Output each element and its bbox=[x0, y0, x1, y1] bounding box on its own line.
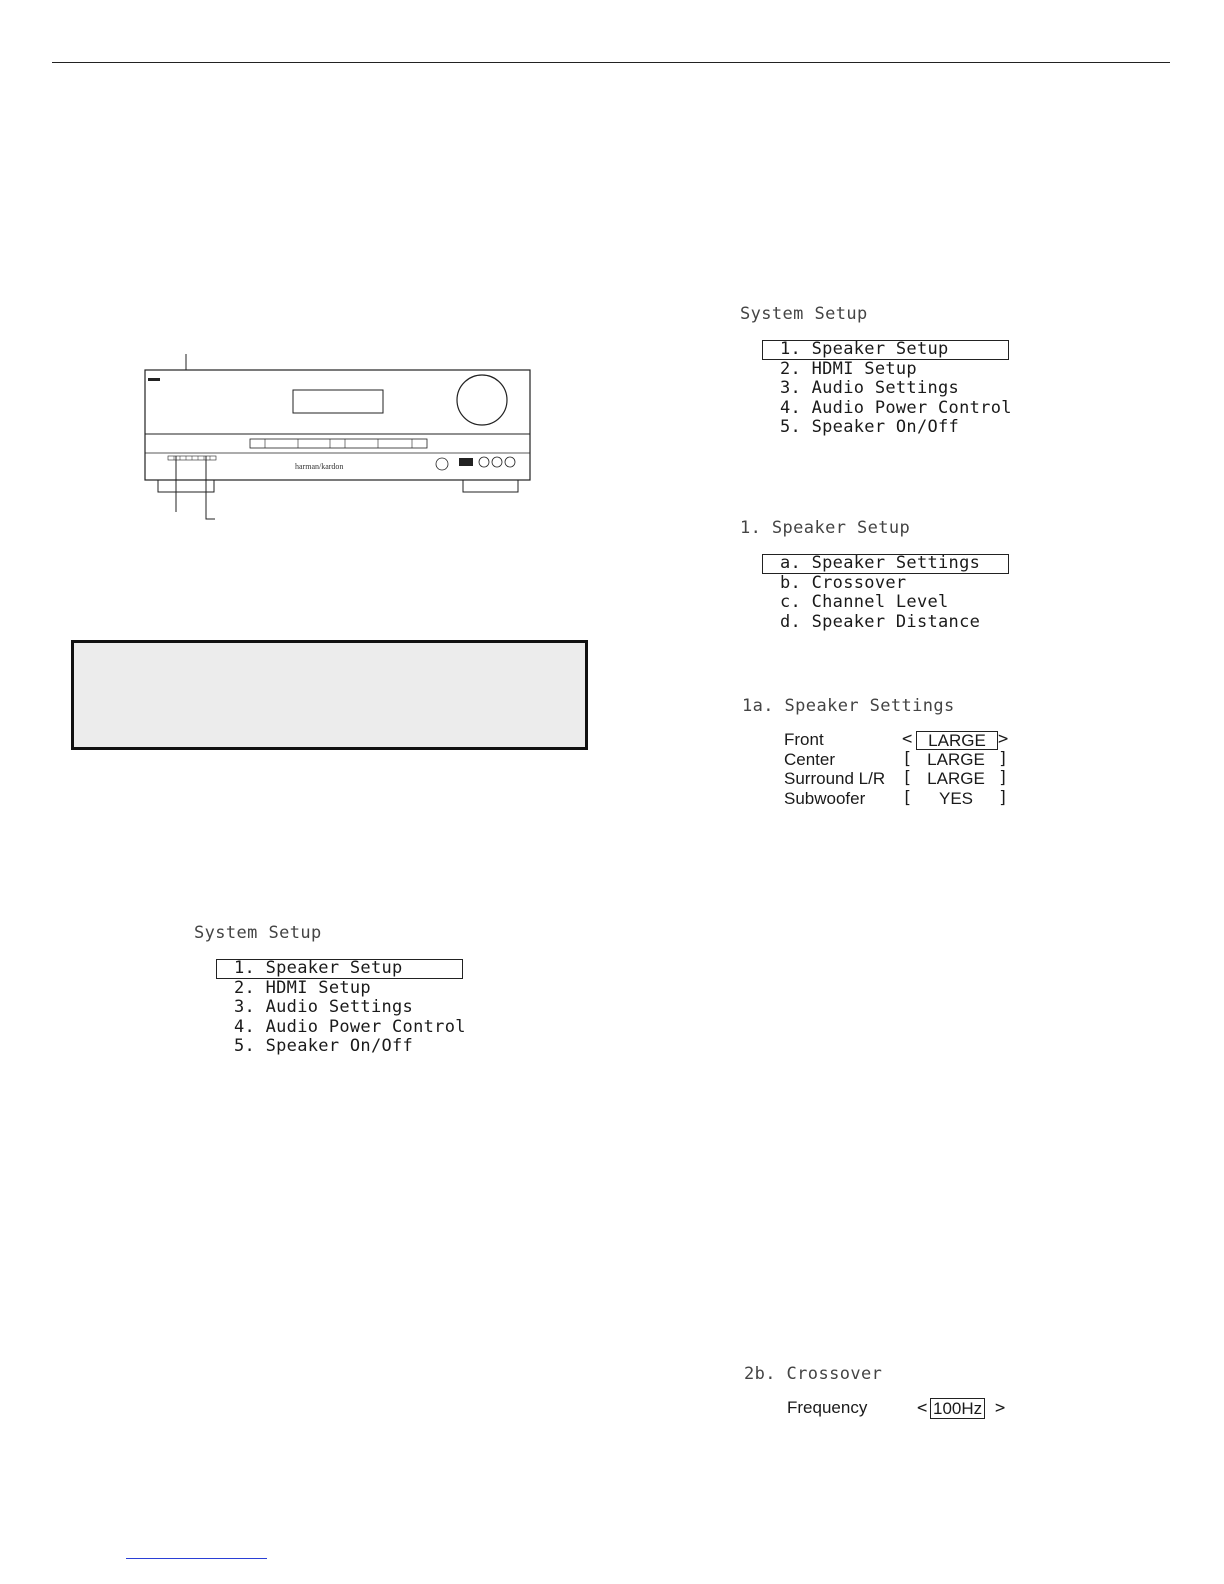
usb-port bbox=[459, 458, 473, 466]
brand-logo: harman/kardon bbox=[295, 462, 344, 471]
note-box bbox=[71, 640, 588, 750]
setting-row-center bbox=[784, 750, 1024, 770]
frequency-label: Frequency bbox=[787, 1398, 868, 1417]
menu-title: 1. Speaker Setup bbox=[740, 518, 911, 538]
setting-value: LARGE bbox=[927, 749, 985, 769]
menu-item-audio-power-control: 4. Audio Power Control bbox=[234, 1016, 466, 1037]
setting-value: LARGE bbox=[916, 731, 998, 750]
bracket-close: ] bbox=[998, 787, 1009, 808]
setting-row-front bbox=[784, 730, 1024, 750]
bracket-open: [ bbox=[902, 768, 913, 788]
speaker-settings-screen bbox=[742, 696, 1024, 808]
front-panel-buttons bbox=[168, 456, 216, 460]
bracket-open: [ bbox=[902, 748, 913, 769]
menu-title: System Setup bbox=[740, 304, 868, 324]
setting-label: Front bbox=[784, 730, 824, 749]
top-rule bbox=[52, 62, 1170, 63]
menu-title: 1a. Speaker Settings bbox=[742, 696, 955, 716]
menu-title: System Setup bbox=[194, 923, 322, 943]
menu-item-speaker-on-off: 5. Speaker On/Off bbox=[780, 417, 960, 437]
bracket-open: < bbox=[902, 729, 913, 749]
setting-row-subwoofer bbox=[784, 789, 1024, 809]
menu-item-channel-level: c. Channel Level bbox=[780, 592, 949, 612]
bracket-open: < bbox=[917, 1398, 928, 1418]
menu-item-audio-settings: 3. Audio Settings bbox=[780, 378, 960, 398]
system-setup-menu-left bbox=[194, 923, 466, 1057]
bracket-open: [ bbox=[902, 787, 913, 808]
setting-label: Subwoofer bbox=[784, 788, 866, 808]
volume-knob bbox=[457, 375, 507, 425]
menu-item-speaker-distance: d. Speaker Distance bbox=[780, 611, 981, 632]
display-window bbox=[293, 390, 383, 413]
menu-title: 2b. Crossover bbox=[744, 1364, 883, 1384]
speaker-setup-menu bbox=[740, 518, 980, 632]
receiver-front-panel-illustration bbox=[140, 352, 540, 522]
menu-item-speaker-on-off: 5. Speaker On/Off bbox=[234, 1036, 414, 1056]
menu-item-audio-power-control: 4. Audio Power Control bbox=[780, 397, 1012, 418]
setting-value: LARGE bbox=[927, 769, 985, 788]
bracket-close: ] bbox=[998, 768, 1009, 788]
setting-row-surround bbox=[784, 769, 1024, 789]
menu-item-crossover: b. Crossover bbox=[780, 572, 907, 593]
menu-item-hdmi-setup: 2. HDMI Setup bbox=[780, 358, 917, 379]
headphone-jack bbox=[436, 458, 448, 470]
setting-label: Surround L/R bbox=[784, 769, 886, 788]
setting-value: YES bbox=[938, 788, 974, 808]
bracket-close: > bbox=[995, 1398, 1006, 1418]
bracket-close: ] bbox=[998, 748, 1009, 769]
menu-item-audio-settings: 3. Audio Settings bbox=[234, 997, 414, 1017]
menu-item-speaker-setup: 1. Speaker Setup bbox=[234, 959, 466, 979]
crossover-screen bbox=[744, 1364, 1027, 1420]
system-setup-menu-right bbox=[740, 304, 1012, 438]
menu-item-speaker-setup: 1. Speaker Setup bbox=[780, 340, 1012, 360]
setting-label: Center bbox=[784, 749, 836, 769]
menu-item-speaker-settings: a. Speaker Settings bbox=[780, 553, 981, 573]
frequency-value: 100Hz bbox=[930, 1398, 985, 1419]
bracket-close: > bbox=[998, 729, 1009, 749]
footer-link-rule bbox=[126, 1558, 267, 1559]
model-badge-mark bbox=[148, 378, 160, 381]
menu-item-hdmi-setup: 2. HDMI Setup bbox=[234, 977, 371, 998]
